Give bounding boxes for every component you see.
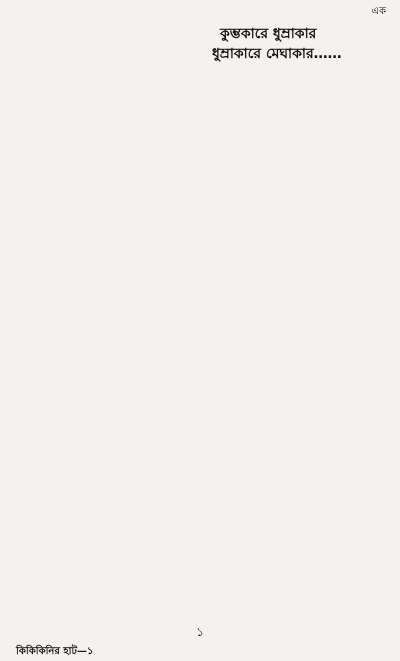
heading-line-1: কুম্ভকারে ধুম্রাকার [220,26,317,42]
footer-signature-label: কিকিকিনির হাট—১ [16,646,94,657]
chapter-heading [212,24,390,64]
heading-line-2: ধুম্রাকারে মেঘাকার…… [212,46,342,62]
page-number: ১ [196,625,204,639]
page-label: এক [371,6,386,17]
body-text [22,66,384,68]
